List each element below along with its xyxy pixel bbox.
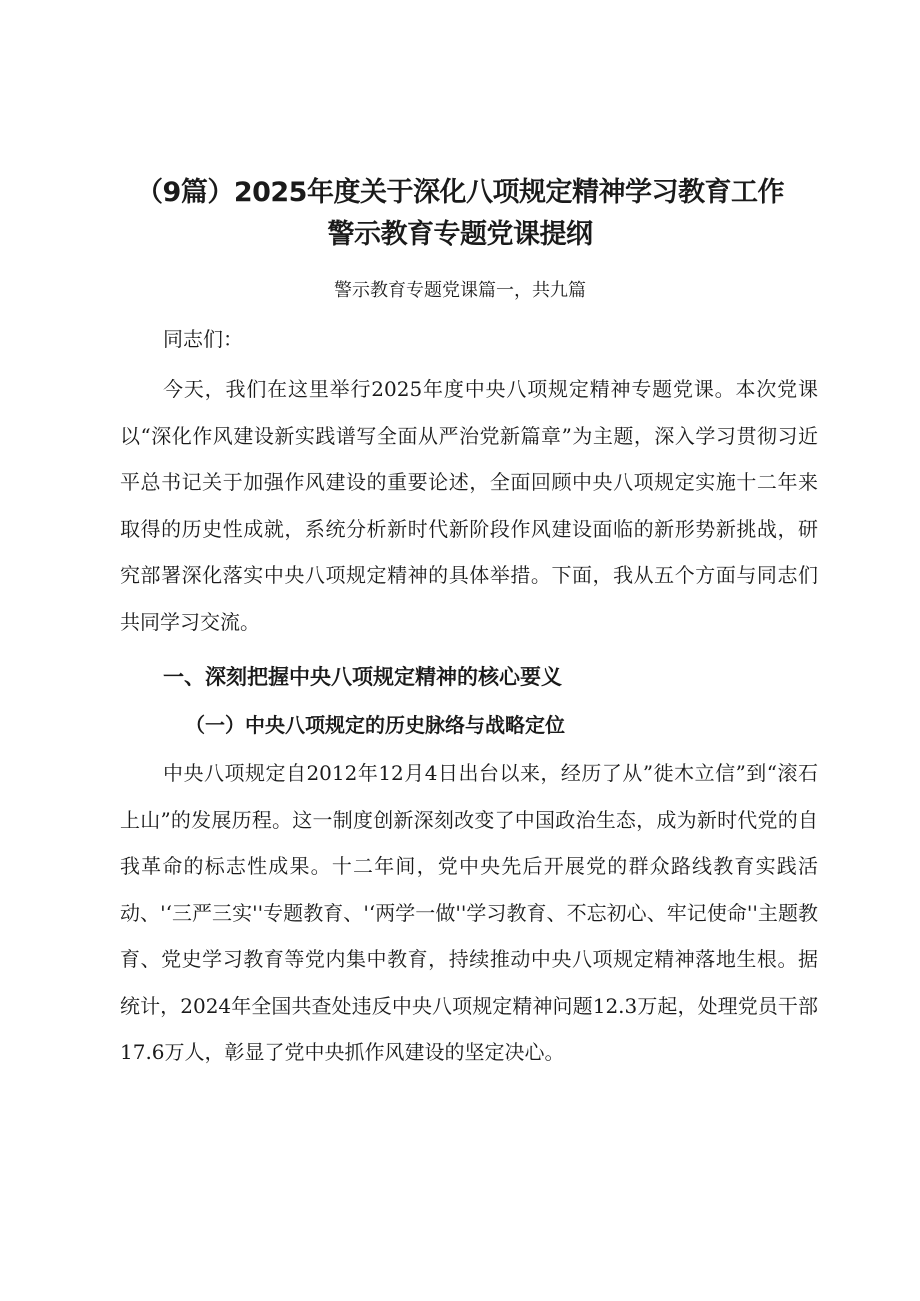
- paragraph-history: 中央八项规定自2012年12月4日出台以来，经历了从”徙木立信”到“滚石上山”的发展历程。这一制度创新深刻改变了中国政治生态，成为新时代党的自我革命的标志性成果。十二年间，党中央先后开展党的群众路线教育实践活动、'‘三严三实''专题教育、'‘两学一做''学习教育、不忘初心、牢记使命''主题教育、党史学习教育等党内集中教育，持续推动中央八项规定精神落地生根。据统计，2024年全国共查处违反中央八项规定精神问题12.3万起，处理党员干部17.6万人，彰显了党中央抓作风建设的坚定决心。: [120, 761, 818, 1064]
- document-title: [100, 172, 820, 256]
- paragraph-intro: 今天，我们在这里举行2025年度中央八项规定精神专题党课。本次党课以“深化作风建设新实践谱写全面从严治党新篇章”为主题，深入学习贯彻习近平总书记关于加强作风建设的重要论述，全面回顾中央八项规定实施十二年来取得的历史性成就，系统分析新时代新阶段作风建设面临的新形势新挑战，研究部署深化落实中央八项规定精神的具体举措。下面，我从五个方面与同志们共同学习交流。: [120, 377, 818, 634]
- salutation: 同志们：: [163, 327, 243, 351]
- section-heading-1: 一、深刻把握中央八项规定精神的核心要义: [163, 665, 562, 689]
- title-line-2: 警示教育专题党课提纲: [327, 219, 593, 250]
- title-line-1: （9篇）2025年度关于深化八项规定精神学习教育工作: [136, 177, 784, 208]
- document-subtitle: 警示教育专题党课篇一，共九篇: [334, 280, 586, 301]
- subsection-heading-1: （一）中央八项规定的历史脉络与战略定位: [185, 713, 565, 737]
